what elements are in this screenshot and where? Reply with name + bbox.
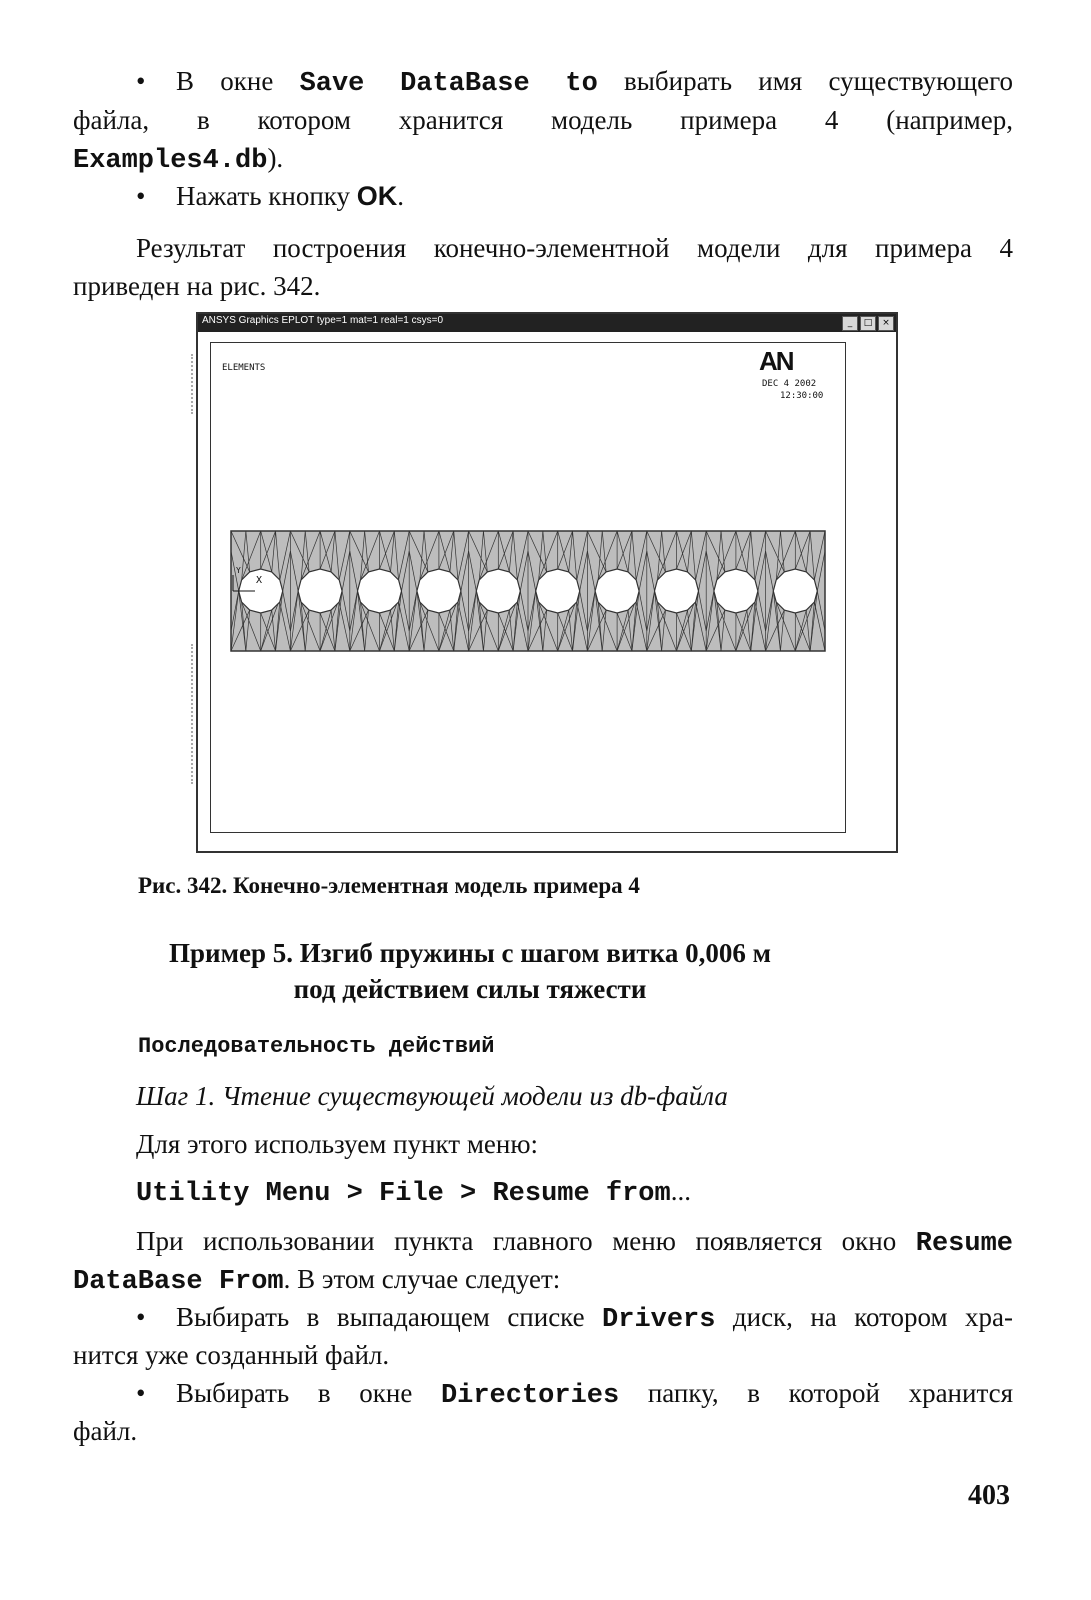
text-segment: Нажать кнопку: [176, 181, 357, 211]
plot-time: 12:30:00: [780, 391, 824, 401]
step-title: Шаг 1. Чтение существующей модели из db-файла: [136, 1081, 728, 1111]
text-segment: Выбирать в выпадающем списке: [176, 1302, 603, 1332]
code-save-database-to: Save DataBase to: [299, 69, 598, 99]
plot-label-elements: ELEMENTS: [222, 363, 266, 373]
menu-path: [136, 1172, 691, 1213]
plot-date: DEC 4 2002: [762, 379, 817, 389]
close-button[interactable]: ×: [878, 316, 894, 331]
paragraph-line: нится уже созданный файл.: [73, 1340, 390, 1370]
paragraph-line: [136, 1222, 1013, 1263]
subheading-sequence: Последовательность действий: [138, 1034, 495, 1059]
code-database-from: DataBase From: [73, 1267, 284, 1297]
text-segment: ).: [267, 143, 284, 173]
text-segment: При использовании пункта главного меню появляется окно: [136, 1226, 916, 1256]
paragraph-line: приведен на рис. 342.: [73, 271, 321, 301]
mesh-hole: [655, 569, 699, 613]
code-directories: Directories: [440, 1381, 620, 1411]
mesh-hole: [417, 569, 461, 613]
text-segment: выбирать имя существующего: [597, 66, 1013, 96]
text-segment: В окне: [176, 66, 300, 96]
section-heading: Пример 5. Изгиб пружины с шагом витка 0,006 м: [169, 938, 771, 968]
ok-label: OK: [356, 181, 398, 211]
figure-caption: Рис. 342. Конечно-элементная модель примера 4: [138, 873, 640, 898]
ansys-graphics-window: [196, 312, 898, 853]
mesh-hole: [358, 569, 402, 613]
paragraph-line: [73, 1260, 560, 1301]
graphics-viewport[interactable]: [210, 342, 846, 833]
text-segment: Выбирать в окне: [176, 1378, 441, 1408]
text-segment: папку, в которой хранится: [619, 1378, 1013, 1408]
paragraph-line: файл.: [73, 1416, 138, 1446]
bullet-directories: [136, 1374, 1013, 1415]
text-segment: диск, на котором хра-: [715, 1302, 1014, 1332]
text-segment: .: [397, 181, 405, 211]
text-segment: . В этом случае следует:: [283, 1264, 561, 1294]
code-resume: Resume: [915, 1229, 1013, 1259]
bullet-marker: •: [136, 1378, 146, 1408]
section-heading-line2: под действием силы тяжести: [293, 974, 647, 1004]
mesh-hole: [714, 569, 758, 613]
finite-element-mesh: [211, 343, 845, 832]
code-drivers: Drivers: [602, 1305, 716, 1335]
text-segment: ...: [670, 1176, 691, 1206]
mesh-hole: [595, 569, 639, 613]
paragraph-line: Для этого используем пункт меню:: [136, 1129, 539, 1159]
ansys-logo: AN: [759, 346, 793, 376]
code-menu-path: Utility Menu > File > Resume from: [136, 1179, 671, 1209]
minimize-button[interactable]: _: [842, 316, 858, 331]
mesh-hole: [536, 569, 580, 613]
paragraph-line: файла, в котором хранится модель примера 4 (например,: [73, 105, 1013, 135]
mesh-hole: [298, 569, 342, 613]
code-filename: Examples4.db: [73, 146, 268, 176]
bullet-drivers: [136, 1298, 1013, 1339]
window-title: ANSYS Graphics EPLOT type=1 mat=1 real=1 csys=0: [202, 315, 444, 326]
paragraph-line: Результат построения конечно-элементной модели для примера 4: [136, 233, 1013, 263]
scroll-hint: [191, 354, 196, 414]
mesh-hole: [773, 569, 817, 613]
bullet-press-ok: [136, 177, 404, 215]
bullet-marker: •: [136, 1302, 146, 1332]
page-number: 403: [968, 1480, 1010, 1511]
window-titlebar: [198, 314, 896, 332]
scroll-hint: [191, 644, 196, 784]
axis-x-label: X: [256, 575, 263, 586]
bullet-marker: •: [136, 66, 146, 96]
paragraph-line: [73, 139, 283, 180]
axis-y-label: Y: [236, 566, 241, 575]
bullet-marker: •: [136, 181, 146, 211]
bullet-save-database: [136, 62, 1013, 103]
mesh-hole: [476, 569, 520, 613]
maximize-button[interactable]: □: [860, 316, 876, 331]
